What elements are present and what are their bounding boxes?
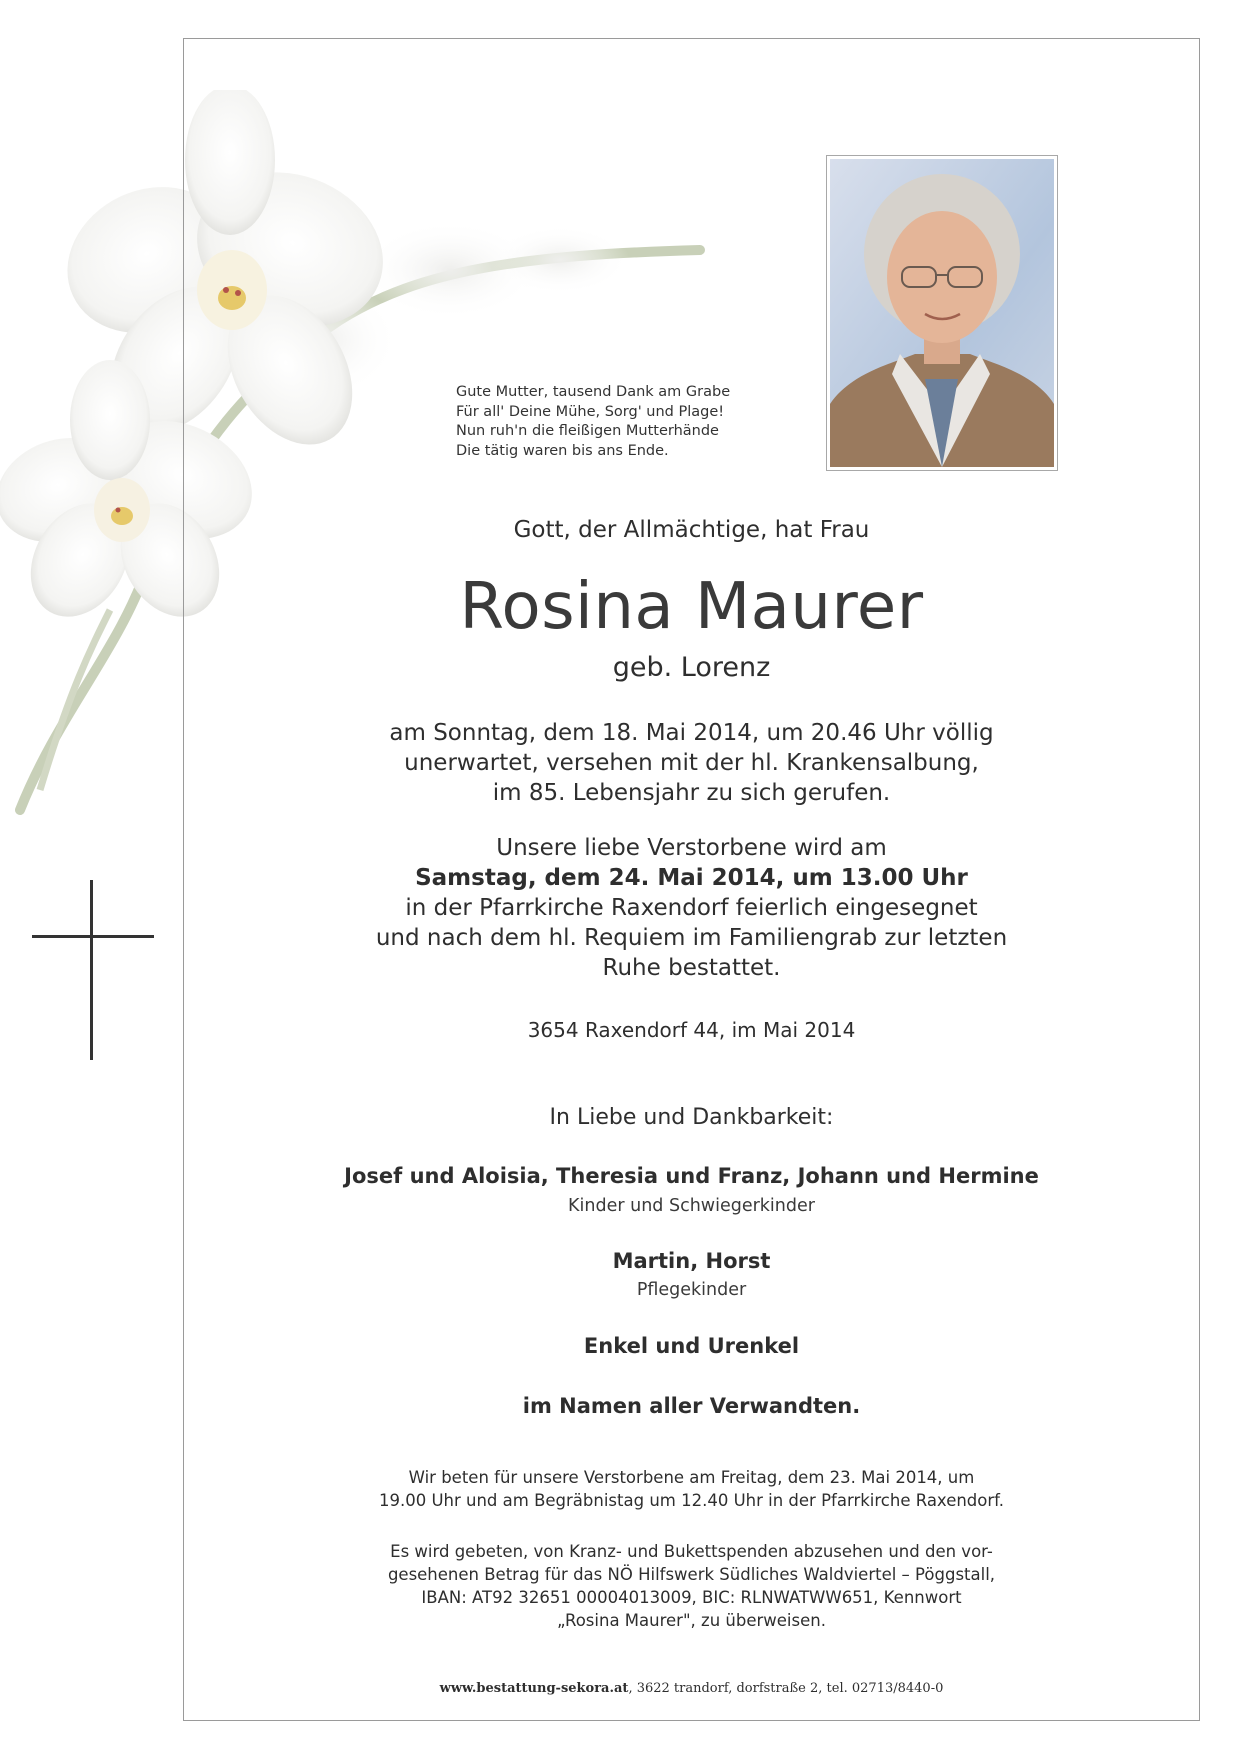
prayer-note	[183, 1466, 1200, 1512]
mourner-role: Kinder und Schwiegerkinder	[568, 1196, 815, 1216]
footer-address: , 3622 trandorf, dorfstraße 2, tel. 02713/8440-0	[628, 1681, 944, 1696]
intro-line: Gott, der Allmächtige, hat Frau	[513, 517, 870, 543]
funeral-line: und nach dem hl. Requiem im Familiengrab zur letzten	[375, 925, 1008, 951]
funeral-date: Samstag, dem 24. Mai 2014, um 13.00 Uhr	[415, 865, 968, 891]
poem-line: Für all' Deine Mühe, Sorg' und Plage!	[456, 403, 725, 420]
note-line: IBAN: AT92 32651 00004013009, BIC: RLNWATWW651, Kennwort	[421, 1588, 962, 1607]
mourner-names: Enkel und Urenkel	[583, 1334, 800, 1358]
mourner-names: Josef und Aloisia, Theresia und Franz, Johann und Hermine	[344, 1164, 1039, 1188]
footer-contact	[183, 1681, 1200, 1696]
death-line: unerwartet, versehen mit der hl. Krankensalbung,	[404, 750, 979, 776]
mourner-names: Martin, Horst	[612, 1249, 771, 1273]
funeral-line: Unsere liebe Verstorbene wird am	[496, 835, 887, 861]
footer-website[interactable]: www.bestattung-sekora.at	[439, 1681, 629, 1696]
funeral-details	[183, 833, 1200, 983]
funeral-line: Ruhe bestattet.	[602, 955, 781, 981]
maiden-name: geb. Lorenz	[612, 652, 771, 683]
note-line: „Rosina Maurer", zu überweisen.	[557, 1611, 826, 1630]
death-line: am Sonntag, dem 18. Mai 2014, um 20.46 Uhr völlig	[389, 720, 994, 746]
mourner-names: im Namen aller Verwandten.	[522, 1394, 861, 1418]
funeral-line: in der Pfarrkirche Raxendorf feierlich eingesegnet	[405, 895, 978, 921]
portrait-photo	[826, 155, 1058, 471]
note-line: Wir beten für unsere Verstorbene am Freitag, dem 23. Mai 2014, um	[408, 1468, 975, 1487]
poem-line: Gute Mutter, tausend Dank am Grabe	[456, 384, 731, 400]
note-line: Es wird gebeten, von Kranz- und Bukettspenden abzusehen und den vor-	[390, 1542, 993, 1561]
note-line: 19.00 Uhr und am Begräbnistag um 12.40 Uhr in der Pfarrkirche Raxendorf.	[378, 1491, 1005, 1510]
deceased-name: Rosina Maurer	[459, 570, 924, 644]
mourner-role: Pflegekinder	[636, 1280, 747, 1300]
donation-note	[183, 1540, 1200, 1632]
poem-line: Nun ruh'n die fleißigen Mutterhände	[456, 423, 719, 439]
poem-line: Die tätig waren bis ans Ende.	[456, 442, 669, 459]
note-line: gesehenen Betrag für das NÖ Hilfswerk Südliches Waldviertel – Pöggstall,	[387, 1565, 996, 1584]
latin-cross-icon	[32, 880, 154, 1060]
death-announcement	[183, 718, 1200, 808]
thanks-heading: In Liebe und Dankbarkeit:	[549, 1105, 834, 1130]
death-line: im 85. Lebensjahr zu sich gerufen.	[492, 780, 891, 806]
place-date: 3654 Raxendorf 44, im Mai 2014	[527, 1018, 856, 1042]
memorial-poem	[456, 383, 796, 461]
portrait-image	[830, 159, 1054, 467]
